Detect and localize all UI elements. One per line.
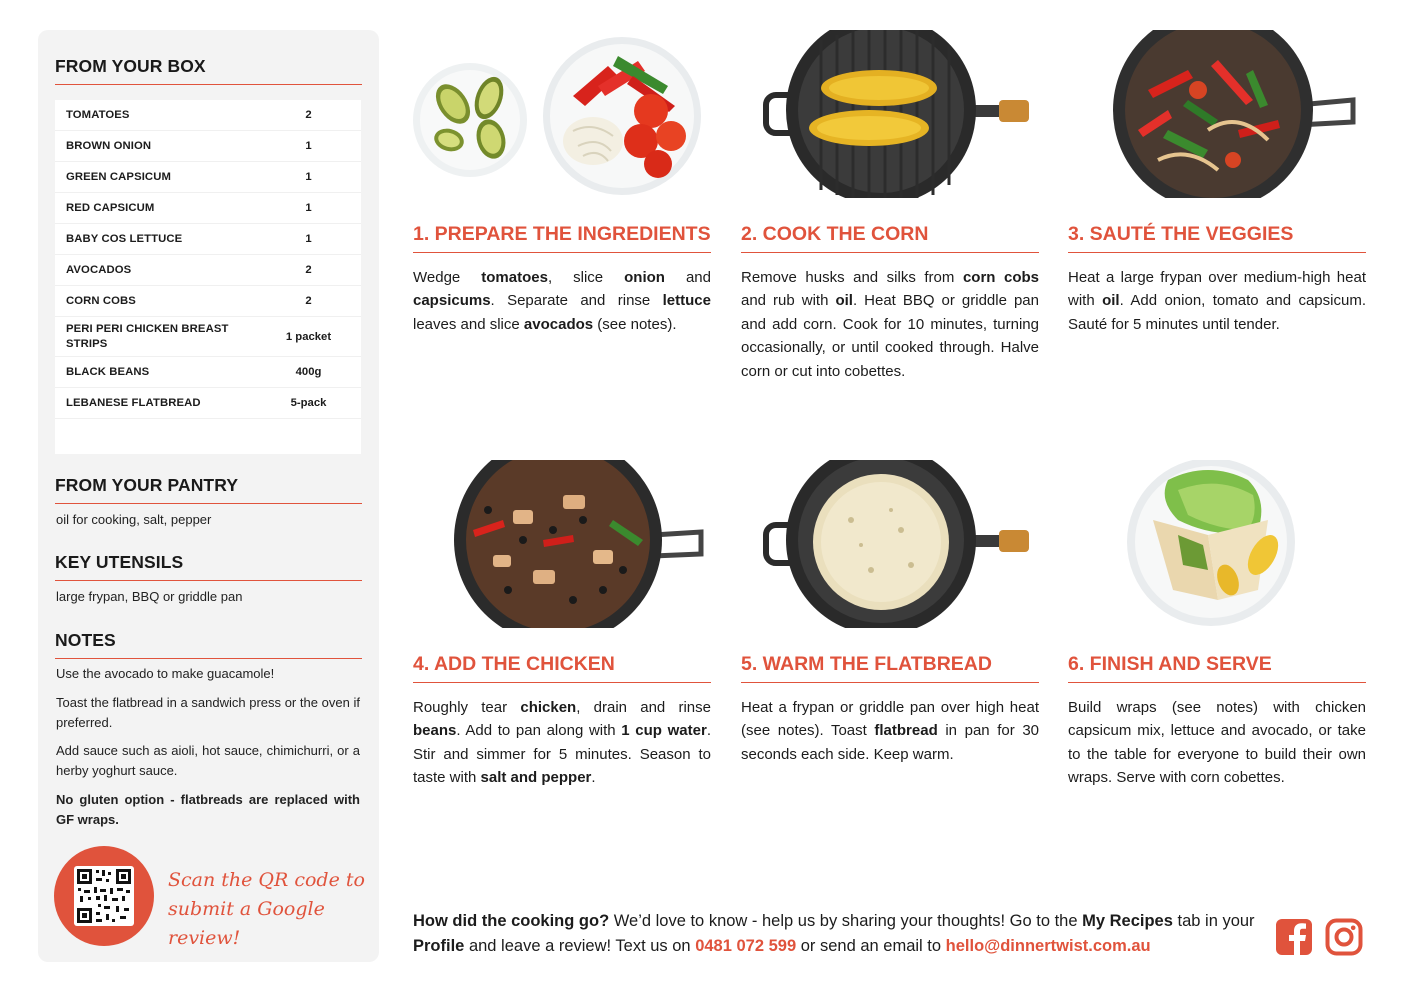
ingredient-name: BABY COS LETTUCE [66,232,183,245]
ingredient-qty: 1 [305,140,312,152]
step-text-segment: leaves and slice [413,315,524,333]
step-text-highlight: tomatoes [481,269,548,286]
step-4-text [413,696,711,790]
step-4-image [413,460,713,628]
facebook-icon[interactable] [1275,918,1313,956]
ingredient-name: BROWN ONION [66,139,152,152]
step-text-segment: . Stir and simmer for 5 minutes. Season to taste with [413,722,711,787]
from-your-pantry-heading: FROM YOUR PANTRY [55,475,362,504]
note-2: Toast the flatbread in a sandwich press or the oven if preferred. [56,695,360,730]
ingredient-qty: 400g [295,366,322,378]
phone-link[interactable]: 0481 072 599 [695,937,797,955]
profile-link[interactable]: Profile [413,937,465,955]
ingredient-name: GREEN CAPSICUM [66,170,171,183]
note-3: Add sauce such as aioli, hot sauce, chimichurri, or a herby yoghurt sauce. [56,743,360,778]
utensils-text: large frypan, BBQ or griddle pan [56,589,243,604]
step-text-highlight: oil [1102,292,1120,310]
step-text-highlight: avocados [523,315,594,333]
step-text-highlight: onion [624,269,665,286]
ingredient-name: LEBANESE FLATBREAD [66,396,201,409]
step-text-highlight: flatbread [874,722,938,740]
ingredient-qty: 1 [305,233,312,245]
step-text-segment: . Add to pan along with [456,722,622,740]
step-text-segment: Roughly tear [413,699,521,716]
note-1: Use the avocado to make guacamole! [56,666,275,681]
qr-caption-line-2: submit a Google review! [168,898,325,949]
qr-badge[interactable] [54,846,154,946]
step-text-highlight: salt and pepper [480,769,592,787]
footer-text-4: or send an email to [796,937,946,955]
step-text-highlight: oil [835,292,853,310]
ingredient-row [55,357,361,388]
step-text-segment: . Add onion, tomato and capsicum. Sauté for 5 minutes until tender. [1068,292,1366,333]
step-text-segment: Wedge [413,269,482,286]
qr-caption-line-1: Scan the QR code to [168,869,365,891]
step-1-text [413,266,711,336]
step-text-highlight: beans [413,722,457,740]
ingredient-row [55,162,361,193]
step-5-text [741,696,1039,766]
ingredient-name: AVOCADOS [66,263,132,276]
step-3-text [1068,266,1366,336]
email-link[interactable]: hello@dinnertwist.com.au [945,937,1151,955]
ingredient-row [55,317,361,357]
step-text-highlight: chicken [520,699,577,716]
ingredient-qty: 2 [305,264,312,276]
footer-text-1: We’d love to know - help us by sharing your thoughts! Go to the [609,912,1083,930]
step-text-highlight: corn cobs [962,269,1039,286]
step-2-image [741,30,1041,198]
step-text-segment: . [591,769,596,787]
step-3-image [1068,30,1368,198]
step-3-title: 3. SAUTÉ THE VEGGIES [1068,223,1366,253]
step-text-segment: Heat a large frypan over medium-high heat with [1068,269,1366,310]
note-4: No gluten option - flatbreads are replaced with GF wraps. [56,792,360,827]
footer-question: How did the cooking go? [413,912,610,930]
key-utensils-heading: KEY UTENSILS [55,552,362,581]
notes-heading: NOTES [55,630,362,659]
step-1-title: 1. PREPARE THE INGREDIENTS [413,223,711,253]
ingredient-qty: 1 [305,171,312,183]
step-6-text [1068,696,1366,790]
step-text-segment: . Separate and rinse [490,292,663,310]
ingredient-row [55,193,361,224]
sidebar [38,30,379,962]
step-4-title: 4. ADD THE CHICKEN [413,653,711,683]
footer-text-2: tab in your [1172,912,1255,930]
step-5-image [741,460,1041,628]
ingredient-qty: 2 [305,295,312,307]
ingredient-row [55,255,361,286]
step-text-segment: and [664,269,711,286]
ingredient-name: PERI PERI CHICKEN BREAST STRIPS [66,322,229,350]
step-text-segment: , slice [547,269,625,286]
qr-code-icon[interactable] [74,866,134,926]
ingredient-name: RED CAPSICUM [66,201,155,214]
step-1-image [413,36,713,196]
step-6-image [1068,460,1368,628]
my-recipes-link[interactable]: My Recipes [1082,912,1173,930]
ingredient-row [55,286,361,317]
qr-caption [168,866,368,953]
step-5-title: 5. WARM THE FLATBREAD [741,653,1039,683]
ingredient-name: TOMATOES [66,108,130,121]
step-text-segment: Heat a frypan or griddle pan over high heat (see notes). Toast [741,699,1039,740]
step-text-segment: Build wraps (see notes) with chicken capsicum mix, lettuce and avocado, or take to the table for everyone to build their own wraps. Serve with corn cobettes. [1068,699,1366,787]
ingredient-row [55,224,361,255]
ingredient-name: BLACK BEANS [66,365,150,378]
step-text-segment: , drain and rinse [576,699,711,716]
ingredient-qty: 1 [305,202,312,214]
ingredient-row [55,100,361,131]
step-text-highlight: 1 cup water [621,722,707,740]
ingredient-qty: 1 packet [285,330,332,343]
ingredient-row [55,388,361,419]
footer-text-3: and leave a review! Text us on [464,937,696,955]
step-2-text [741,266,1039,383]
step-text-segment: in pan for 30 seconds each side. Keep warm. [741,722,1039,763]
ingredient-qty: 2 [305,109,312,121]
step-text-highlight: capsicums [413,292,491,310]
ingredient-qty: 5-pack [290,397,327,409]
ingredient-name: CORN COBS [66,294,136,307]
step-text-segment: and rub with [741,292,836,310]
step-text-highlight: lettuce [662,292,711,310]
from-your-box-heading: FROM YOUR BOX [55,56,362,85]
review-footer [413,909,1263,959]
pantry-text: oil for cooking, salt, pepper [56,512,212,527]
ingredient-row [55,131,361,162]
step-text-segment: (see notes). [593,315,677,333]
ingredients-table [55,100,361,454]
step-text-segment: . Heat BBQ or griddle pan and add corn. Cook for 10 minutes, turning occasionally, or until cooked through. Halve corn or cut into cobettes. [741,292,1039,380]
step-6-title: 6. FINISH AND SERVE [1068,653,1366,683]
instagram-icon[interactable] [1325,918,1363,956]
step-text-segment: Remove husks and silks from [741,269,963,286]
step-2-title: 2. COOK THE CORN [741,223,1039,253]
